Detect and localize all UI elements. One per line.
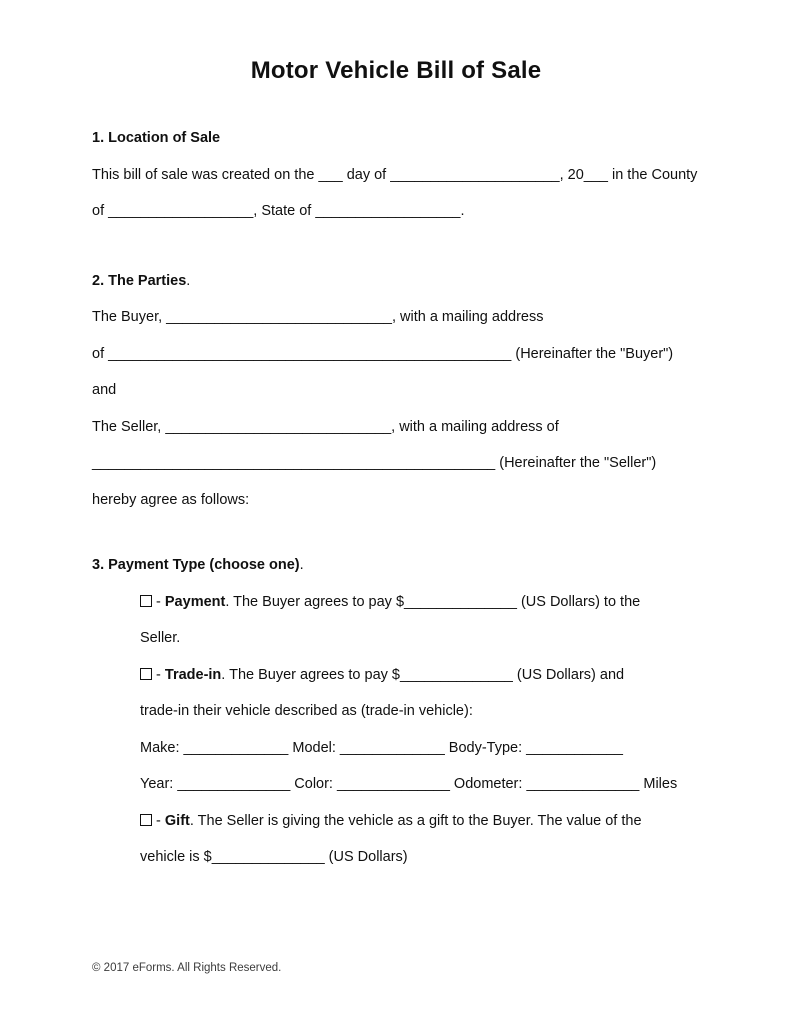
seller-name-line: The Seller, ____________________________, with a mailing address of: [92, 418, 559, 435]
agree-line: hereby agree as follows:: [92, 491, 250, 508]
buyer-name-line: The Buyer, ____________________________, with a mailing address: [92, 309, 544, 325]
payment-options: [140, 584, 700, 876]
gift-text-continued: vehicle is $______________ (US Dollars): [140, 849, 408, 865]
document-title: Motor Vehicle Bill of Sale: [250, 57, 542, 84]
payment-option-line: [140, 584, 700, 621]
buyer-address-line: of __________________________________________________ (Hereinafter the "Buyer"): [92, 345, 674, 362]
section-3-heading: [92, 547, 700, 584]
trade-in-label: Trade-in: [164, 666, 222, 683]
trade-in-text-continued: trade-in their vehicle described as (trade-in vehicle):: [140, 703, 473, 719]
section-2-heading: [92, 263, 700, 300]
gift-text: . The Seller is giving the vehicle as a gift to the Buyer. The value of the: [189, 812, 642, 829]
copyright-footer: © 2017 eForms. All Rights Reserved.: [92, 962, 282, 974]
trade-in-vehicle-line-1: Make: _____________ Model: _____________ Body-Type: ____________: [140, 739, 623, 756]
document-content: [0, 57, 791, 876]
trade-in-dash: -: [152, 666, 165, 683]
gift-dash: -: [152, 812, 165, 829]
location-line-2: of __________________, State of __________________.: [92, 203, 465, 219]
gift-label: Gift: [164, 812, 190, 829]
seller-address-line: __________________________________________________ (Hereinafter the "Seller"): [92, 455, 657, 471]
payment-text: . The Buyer agrees to pay $______________ (US Dollars) to the: [225, 593, 641, 610]
section-3-heading-period: .: [299, 557, 304, 573]
section-1-heading: 1. Location of Sale: [92, 130, 221, 146]
gift-option-line: [140, 803, 700, 840]
payment-text-continued: Seller.: [140, 630, 181, 646]
payment-checkbox[interactable]: [140, 595, 152, 607]
section-3-heading-bold: 3. Payment Type (choose one): [92, 557, 300, 573]
and-line: and: [92, 382, 117, 398]
trade-in-vehicle-line-2: Year: ______________ Color: ______________ Odometer: ______________ Miles: [140, 776, 678, 792]
section-2-heading-bold: 2. The Parties: [92, 272, 187, 289]
trade-in-text: . The Buyer agrees to pay $______________ (US Dollars) and: [221, 666, 625, 683]
section-2-heading-period: .: [186, 272, 191, 289]
payment-dash: -: [152, 593, 165, 610]
trade-in-checkbox[interactable]: [140, 668, 152, 680]
gift-checkbox[interactable]: [140, 814, 152, 826]
payment-label: Payment: [164, 593, 226, 610]
location-line-1: This bill of sale was created on the ___ day of _____________________, 20___ in the County: [92, 166, 698, 183]
trade-in-option-line: [140, 657, 700, 694]
